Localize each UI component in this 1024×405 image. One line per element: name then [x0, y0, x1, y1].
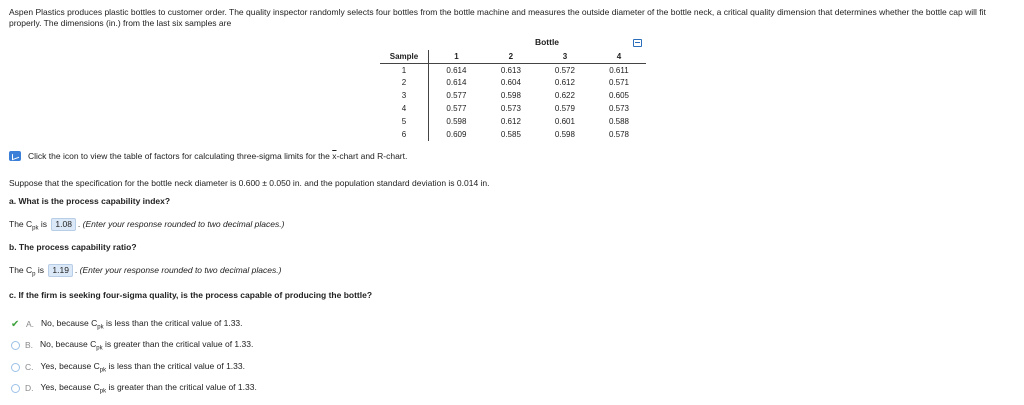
value-cell: 0.605 [608, 91, 629, 101]
answer-b-line: The $C_p$ is 1.19 . (Enter your response rounded to two decimal places.) [9, 265, 282, 278]
bottle-group-header [448, 37, 646, 48]
value-cell: 0.611 [609, 65, 629, 75]
answer-a-note: (Enter your response rounded to two decimal places.) [82, 219, 285, 229]
answer-a-mid: is [38, 219, 50, 229]
answer-a-line: The $C_{pk}$ is 1.08 . (Enter your response rounded to two decimal places.) [9, 219, 285, 232]
question-b: b. The process capability ratio? [9, 242, 137, 252]
value-cell: 0.612 [554, 78, 575, 88]
table-row [380, 128, 646, 141]
option-text [40, 339, 253, 352]
copy-table-icon[interactable] [633, 39, 642, 47]
hint-text-pre: Click the icon to view the table of factors for calculating three-sigma limits for the [28, 151, 333, 161]
option-letter: A. [26, 319, 35, 330]
bottle-column-header: 3 [538, 50, 592, 63]
question-c: c. If the firm is seeking four-sigma quality, is the process capable of producing the bottle? [9, 290, 373, 300]
value-cell: 0.613 [500, 65, 521, 75]
option-c[interactable] [11, 361, 245, 374]
hint-text-post: -chart and R-chart. [336, 151, 408, 161]
sample-cell: 2 [380, 77, 429, 90]
answer-b-note: (Enter your response rounded to two decimal places.) [79, 265, 282, 275]
option-subscript: pk [99, 388, 107, 395]
option-a[interactable] [11, 318, 243, 331]
cp-answer-field[interactable]: 1.19 [48, 264, 73, 277]
option-subscript: pk [99, 367, 107, 374]
table-row [380, 102, 646, 115]
problem-intro: Aspen Plastics produces plastic bottles to customer order. The quality inspector randomly selects four bottles from the bottle machine and measures the outside diameter of the bottle neck, a critical quality dimension that determines whether the bottle cap will fit properly. The dimensions (in.) from the last six samples are [9, 7, 986, 28]
assumption-text: Suppose that the specification for the bottle neck diameter is 0.600 ± 0.050 in. and the population standard deviation is 0.014 in. [9, 178, 490, 188]
answer-b-mid: is [35, 265, 47, 275]
sample-cell: 5 [380, 115, 429, 128]
table-row [380, 89, 646, 102]
answer-b-subscript: p [32, 271, 36, 278]
value-cell: 0.601 [554, 116, 575, 126]
option-text-pre: Yes, because C [40, 361, 100, 371]
option-subscript: pk [96, 345, 103, 352]
sample-cell: 6 [380, 128, 429, 141]
value-cell: 0.577 [446, 104, 467, 114]
value-cell: 0.604 [500, 78, 521, 88]
option-text-pre: No, because C [40, 339, 97, 349]
value-cell: 0.588 [608, 116, 629, 126]
sample-cell: 1 [380, 63, 429, 76]
value-cell: 0.577 [446, 91, 467, 101]
option-text [41, 382, 257, 395]
bottle-header-label: Bottle [534, 37, 560, 47]
value-cell: 0.578 [608, 129, 629, 139]
table-row [380, 77, 646, 90]
option-letter: D. [25, 383, 34, 394]
answer-b-pre: The C [9, 265, 33, 275]
value-cell: 0.585 [500, 129, 521, 139]
bottle-column-header: 2 [484, 50, 538, 63]
value-cell: 0.614 [446, 65, 467, 75]
option-text-post: is greater than the critical value of 1.33. [106, 382, 257, 392]
book-icon[interactable] [9, 151, 21, 161]
option-letter: C. [25, 362, 34, 373]
option-b[interactable] [11, 339, 253, 352]
option-subscript: pk [97, 324, 104, 331]
cpk-answer-field[interactable]: 1.08 [51, 218, 76, 231]
table-header-row [380, 50, 646, 63]
value-cell: 0.598 [500, 91, 521, 101]
value-cell: 0.572 [554, 65, 575, 75]
data-table-container [380, 37, 646, 141]
sample-cell: 3 [380, 89, 429, 102]
option-text [41, 318, 242, 331]
table-row [380, 115, 646, 128]
factors-hint [9, 151, 407, 161]
option-text-post: is less than the critical value of 1.33. [106, 361, 245, 371]
option-d[interactable] [11, 382, 257, 395]
checkmark-icon: ✔ [11, 318, 20, 330]
question-a: a. What is the process capability index? [9, 196, 171, 206]
bottle-column-header: 1 [429, 50, 484, 63]
option-text-post: is less than the critical value of 1.33. [103, 318, 243, 328]
bottle-data-table [380, 50, 646, 141]
value-cell: 0.614 [446, 78, 467, 88]
answer-a-pre: The C [9, 219, 33, 229]
option-text-pre: Yes, because C [40, 382, 100, 392]
option-text [41, 361, 245, 374]
radio-button[interactable] [11, 363, 20, 372]
radio-button[interactable] [11, 341, 20, 350]
value-cell: 0.622 [554, 91, 575, 101]
answer-a-subscript: pk [32, 225, 39, 232]
x-bar-symbol: $\overline{x}$ [332, 151, 337, 161]
value-cell: 0.598 [446, 116, 467, 126]
hint-text [28, 151, 407, 161]
sample-cell: 4 [380, 102, 429, 115]
sample-column-header: Sample [380, 50, 429, 63]
option-text-post: is greater than the critical value of 1.33. [102, 339, 254, 349]
bottle-column-header: 4 [592, 50, 646, 63]
value-cell: 0.571 [608, 78, 629, 88]
option-letter: B. [25, 340, 34, 351]
value-cell: 0.598 [554, 129, 575, 139]
value-cell: 0.609 [446, 129, 467, 139]
value-cell: 0.579 [554, 104, 575, 114]
value-cell: 0.612 [500, 116, 521, 126]
table-row [380, 63, 646, 76]
value-cell: 0.573 [500, 104, 521, 114]
option-text-pre: No, because C [41, 318, 98, 328]
radio-button[interactable] [11, 384, 20, 393]
value-cell: 0.573 [608, 104, 629, 114]
